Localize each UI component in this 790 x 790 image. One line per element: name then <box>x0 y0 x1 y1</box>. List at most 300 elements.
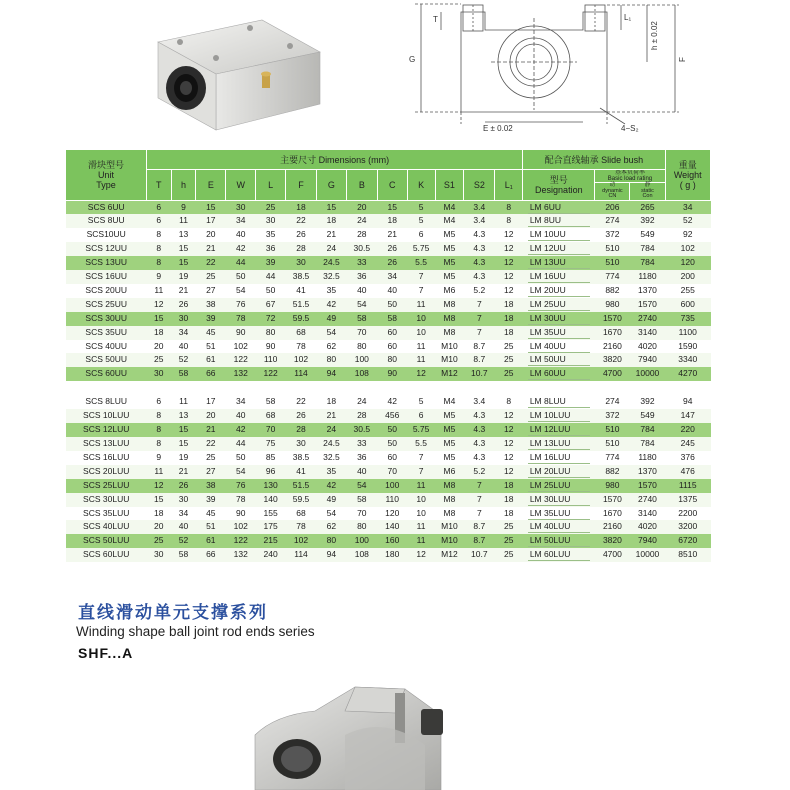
cell-value: 12 <box>495 423 523 437</box>
cell-value: 21 <box>377 228 407 242</box>
cell-value: 12 <box>495 284 523 298</box>
cell-value: 30.5 <box>346 423 377 437</box>
cell-unit-type: SCS10UU <box>66 228 146 242</box>
cell-value: M6 <box>435 465 464 479</box>
cell-value: 18 <box>495 493 523 507</box>
cell-value: 34 <box>665 200 711 214</box>
cell-value: 15 <box>171 423 196 437</box>
cell-value: 12 <box>495 256 523 270</box>
cell-designation-text: LM 40LUU <box>528 521 590 533</box>
cell-value: 19 <box>171 270 196 284</box>
header-load-sub <box>595 183 664 200</box>
cell-designation <box>523 340 595 354</box>
cell-value: 60 <box>377 451 407 465</box>
cell-value: 78 <box>286 520 317 534</box>
cell-value: 784 <box>630 256 665 270</box>
cell-value: 78 <box>226 493 256 507</box>
cell-value: 215 <box>256 534 286 548</box>
cell-value: 38.5 <box>286 451 317 465</box>
cell-value: 5.2 <box>464 284 495 298</box>
header-slide-bush: 配合直线轴承 Slide bush <box>523 150 665 170</box>
table-row <box>66 270 711 284</box>
header-col-8: C <box>377 170 407 201</box>
cell-value: 30 <box>171 493 196 507</box>
header-col-0: T <box>146 170 171 201</box>
cell-value: 8 <box>495 214 523 228</box>
cell-value: 10.7 <box>464 367 495 381</box>
cell-value: 3140 <box>630 326 665 340</box>
cell-value: 54 <box>346 298 377 312</box>
cell-value: 58 <box>377 312 407 326</box>
cell-unit-type: SCS 30UU <box>66 312 146 326</box>
table-row <box>66 284 711 298</box>
cell-value: 4020 <box>630 520 665 534</box>
cell-value: 102 <box>226 340 256 354</box>
cell-value: 8 <box>146 256 171 270</box>
table-row <box>66 200 711 214</box>
cell-value: 10000 <box>630 367 665 381</box>
cell-value: 44 <box>226 256 256 270</box>
cell-value: 50 <box>377 423 407 437</box>
cell-value: 24 <box>346 395 377 409</box>
cell-value: 8 <box>146 228 171 242</box>
label-l1: L₁ <box>624 13 632 22</box>
cell-value: 8 <box>146 242 171 256</box>
cell-value: 3.4 <box>464 214 495 228</box>
cell-value: 9 <box>146 451 171 465</box>
cell-designation-text: LM 13LUU <box>528 438 590 450</box>
cell-value: 42 <box>316 298 346 312</box>
cell-value: 11 <box>407 340 435 354</box>
cell-value: 61 <box>196 534 226 548</box>
cell-value: 274 <box>595 395 630 409</box>
cell-designation-text: LM 16UU <box>528 271 590 283</box>
cell-value: 50 <box>377 298 407 312</box>
cell-value: 132 <box>226 548 256 562</box>
cell-value: 42 <box>226 423 256 437</box>
cell-value: 68 <box>286 326 317 340</box>
header-weight: 重量 Weight ( g ) <box>665 150 711 200</box>
cell-value: 34 <box>171 507 196 521</box>
label-s2: 4−S₂ <box>621 124 639 133</box>
cell-value: 7 <box>407 465 435 479</box>
cell-designation-text: LM 25LUU <box>528 480 590 492</box>
cell-value: 26 <box>377 242 407 256</box>
cell-value: 10.7 <box>464 548 495 562</box>
cell-value: 784 <box>630 437 665 451</box>
cell-value: 11 <box>407 520 435 534</box>
cell-value: 76 <box>226 479 256 493</box>
cell-value: 206 <box>595 200 630 214</box>
table-row <box>66 298 711 312</box>
cell-value: 80 <box>316 353 346 367</box>
table-row <box>66 312 711 326</box>
cell-value: 54 <box>316 326 346 340</box>
cell-designation <box>523 214 595 228</box>
cell-value: 40 <box>346 465 377 479</box>
cell-value: 25 <box>196 451 226 465</box>
cell-value: 15 <box>171 437 196 451</box>
cell-designation <box>523 200 595 214</box>
cell-value: 90 <box>226 507 256 521</box>
cell-value: 140 <box>256 493 286 507</box>
cell-value: 100 <box>346 353 377 367</box>
cell-designation-text: LM 13UU <box>528 257 590 269</box>
cell-value: 2160 <box>595 340 630 354</box>
cell-value: M5 <box>435 437 464 451</box>
cell-designation-text: LM 12LUU <box>528 424 590 436</box>
cell-value: M10 <box>435 340 464 354</box>
header-col-1: h <box>171 170 196 201</box>
cell-value: 4.3 <box>464 256 495 270</box>
cell-value: 102 <box>665 242 711 256</box>
cell-designation-text: LM 25UU <box>528 299 590 311</box>
cell-value: 774 <box>595 270 630 284</box>
cell-value: 34 <box>226 214 256 228</box>
section-code: SHF...A <box>78 645 134 661</box>
cell-value: 9 <box>146 270 171 284</box>
cell-value: 13 <box>171 409 196 423</box>
cell-value: 34 <box>171 326 196 340</box>
cell-value: 476 <box>665 465 711 479</box>
cell-value: 96 <box>256 465 286 479</box>
cell-value: 245 <box>665 437 711 451</box>
cell-value: 6 <box>407 228 435 242</box>
cell-value: 5 <box>407 200 435 214</box>
cell-value: 38.5 <box>286 270 317 284</box>
cell-value: 50 <box>226 451 256 465</box>
cell-designation-text: LM 10LUU <box>528 410 590 422</box>
cell-value: 13 <box>171 228 196 242</box>
cell-value: 5.75 <box>407 242 435 256</box>
cell-designation <box>523 242 595 256</box>
cell-value: 15 <box>196 200 226 214</box>
cell-value: 456 <box>377 409 407 423</box>
cell-unit-type: SCS 8LUU <box>66 395 146 409</box>
cell-designation-text: LM 40UU <box>528 341 590 353</box>
cell-value: 76 <box>226 298 256 312</box>
cell-value: 11 <box>407 534 435 548</box>
cell-value: 30 <box>146 548 171 562</box>
cell-value: 17 <box>196 214 226 228</box>
cell-value: 25 <box>495 534 523 548</box>
cell-value: 12 <box>495 409 523 423</box>
header-dimensions: 主要尺寸 Dimensions (mm) <box>146 150 522 170</box>
cell-value: 9 <box>171 200 196 214</box>
cell-designation <box>523 493 595 507</box>
cell-designation <box>523 520 595 534</box>
table-row <box>66 493 711 507</box>
cell-value: 108 <box>346 548 377 562</box>
cell-value: 122 <box>256 367 286 381</box>
header-basic-load-label: 基本负荷率 Basic load rating <box>595 170 664 183</box>
cell-value: 18 <box>495 298 523 312</box>
cell-value: 80 <box>346 340 377 354</box>
cell-value: 28 <box>286 242 317 256</box>
cell-value: M5 <box>435 228 464 242</box>
cell-value: 80 <box>346 520 377 534</box>
cell-value: 11 <box>171 214 196 228</box>
cell-value: 510 <box>595 437 630 451</box>
cell-value: 52 <box>171 353 196 367</box>
cell-value: 12 <box>407 548 435 562</box>
cell-value: 70 <box>346 507 377 521</box>
cell-value: 20 <box>196 228 226 242</box>
cell-value: 1100 <box>665 326 711 340</box>
label-f: F <box>678 57 687 62</box>
cell-value: 1370 <box>630 284 665 298</box>
table-row <box>66 437 711 451</box>
cell-value: M5 <box>435 242 464 256</box>
cell-value: 39 <box>256 256 286 270</box>
cell-value: 35 <box>316 284 346 298</box>
cell-value: 7 <box>407 284 435 298</box>
cell-value: M8 <box>435 312 464 326</box>
cell-value: 3.4 <box>464 200 495 214</box>
cell-value: 1370 <box>630 465 665 479</box>
cell-value: 19 <box>171 451 196 465</box>
cell-value: 4.3 <box>464 437 495 451</box>
cell-value: 882 <box>595 284 630 298</box>
cell-value: 147 <box>665 409 711 423</box>
cell-value: 34 <box>377 270 407 284</box>
cell-value: 108 <box>346 367 377 381</box>
cell-designation <box>523 507 595 521</box>
cell-value: 376 <box>665 451 711 465</box>
cell-value: 4700 <box>595 367 630 381</box>
cell-designation-text: LM 10UU <box>528 229 590 241</box>
cell-value: 41 <box>286 465 317 479</box>
cell-value: 26 <box>171 479 196 493</box>
cell-value: 35 <box>316 465 346 479</box>
cell-value: 114 <box>286 367 317 381</box>
cell-value: 21 <box>196 242 226 256</box>
cell-value: 78 <box>286 340 317 354</box>
cell-value: 12 <box>495 451 523 465</box>
cell-value: 42 <box>316 479 346 493</box>
cell-value: 7 <box>464 298 495 312</box>
cell-value: 40 <box>171 520 196 534</box>
cell-value: 92 <box>665 228 711 242</box>
cell-value: 110 <box>377 493 407 507</box>
cell-value: 49 <box>316 493 346 507</box>
cell-value: 15 <box>171 256 196 270</box>
table-row <box>66 340 711 354</box>
cell-value: M8 <box>435 479 464 493</box>
cell-value: 15 <box>146 312 171 326</box>
cell-value: 51 <box>196 340 226 354</box>
cell-value: 6 <box>146 395 171 409</box>
cell-value: 24.5 <box>316 256 346 270</box>
cell-value: M10 <box>435 534 464 548</box>
cell-value: 4.3 <box>464 270 495 284</box>
cell-designation <box>523 423 595 437</box>
table-row <box>66 507 711 521</box>
cell-value: 110 <box>256 353 286 367</box>
cell-value: M4 <box>435 214 464 228</box>
table-row <box>66 367 711 381</box>
spec-table <box>66 150 711 562</box>
cell-value: 80 <box>316 534 346 548</box>
cell-unit-type: SCS 13UU <box>66 256 146 270</box>
cell-value: 40 <box>171 340 196 354</box>
cell-value: 18 <box>146 326 171 340</box>
cell-value: 25 <box>256 200 286 214</box>
cell-value: 12 <box>495 242 523 256</box>
cell-value: 54 <box>316 507 346 521</box>
cell-value: 58 <box>346 493 377 507</box>
cell-designation-text: LM 50LUU <box>528 535 590 547</box>
cell-value: 24.5 <box>316 437 346 451</box>
spacer-cell <box>66 381 711 395</box>
cell-value: 44 <box>226 437 256 451</box>
cell-value: 28 <box>346 409 377 423</box>
cell-value: 40 <box>346 284 377 298</box>
cell-designation-text: LM 12UU <box>528 243 590 255</box>
cell-value: 255 <box>665 284 711 298</box>
cell-designation-text: LM 30UU <box>528 313 590 325</box>
cell-value: 62 <box>316 520 346 534</box>
cell-designation <box>523 326 595 340</box>
cell-value: 5.2 <box>464 465 495 479</box>
cell-value: 94 <box>665 395 711 409</box>
cell-designation <box>523 395 595 409</box>
cell-value: 22 <box>286 395 317 409</box>
cell-value: 100 <box>377 479 407 493</box>
cell-value: 1590 <box>665 340 711 354</box>
cell-unit-type: SCS 13LUU <box>66 437 146 451</box>
cell-value: 11 <box>146 284 171 298</box>
cell-value: M5 <box>435 451 464 465</box>
cell-value: 66 <box>196 548 226 562</box>
cell-designation-text: LM 16LUU <box>528 452 590 464</box>
cell-value: 85 <box>256 451 286 465</box>
table-row <box>66 395 711 409</box>
cell-value: 18 <box>316 214 346 228</box>
cell-unit-type: SCS 6UU <box>66 200 146 214</box>
cell-value: 7 <box>464 312 495 326</box>
cell-value: 1180 <box>630 451 665 465</box>
cell-value: 54 <box>226 465 256 479</box>
cell-designation <box>523 437 595 451</box>
cell-value: M5 <box>435 423 464 437</box>
cell-value: 6 <box>146 214 171 228</box>
cell-value: 120 <box>377 507 407 521</box>
spec-table-wrapper <box>66 150 711 562</box>
cell-value: 12 <box>407 367 435 381</box>
cell-value: 54 <box>226 284 256 298</box>
cell-value: 735 <box>665 312 711 326</box>
cell-unit-type: SCS 12LUU <box>66 423 146 437</box>
cell-designation <box>523 298 595 312</box>
cell-value: 8 <box>146 437 171 451</box>
cell-designation <box>523 353 595 367</box>
cell-designation <box>523 409 595 423</box>
cell-value: 80 <box>256 326 286 340</box>
cell-unit-type: SCS 40UU <box>66 340 146 354</box>
cell-designation-text: LM 6UU <box>528 202 590 214</box>
cell-value: 27 <box>196 284 226 298</box>
cell-value: 2740 <box>630 493 665 507</box>
cell-unit-type: SCS 20LUU <box>66 465 146 479</box>
cell-value: 882 <box>595 465 630 479</box>
cell-designation <box>523 534 595 548</box>
header-dynamic: 动 dynamic CN <box>595 183 630 200</box>
cell-value: 30 <box>286 256 317 270</box>
cell-value: 7 <box>464 493 495 507</box>
cell-value: 8.7 <box>464 520 495 534</box>
cell-value: 12 <box>495 465 523 479</box>
cell-unit-type: SCS 16LUU <box>66 451 146 465</box>
cell-value: 220 <box>665 423 711 437</box>
cell-value: 20 <box>196 409 226 423</box>
cell-value: M12 <box>435 548 464 562</box>
cell-value: 51.5 <box>286 298 317 312</box>
cell-value: 22 <box>196 437 226 451</box>
cell-value: 11 <box>407 479 435 493</box>
cell-value: 774 <box>595 451 630 465</box>
cell-value: 1570 <box>630 298 665 312</box>
label-e: E ± 0.02 <box>483 124 513 133</box>
cell-value: 25 <box>495 520 523 534</box>
cell-value: 25 <box>146 353 171 367</box>
cell-value: 7 <box>407 451 435 465</box>
cell-designation <box>523 228 595 242</box>
dimension-drawing <box>395 0 695 142</box>
cell-value: 3340 <box>665 353 711 367</box>
cell-value: 12 <box>495 270 523 284</box>
cell-value: 4.3 <box>464 228 495 242</box>
label-h: h ± 0.02 <box>650 21 659 50</box>
cell-value: 26 <box>286 228 317 242</box>
cell-value: M8 <box>435 326 464 340</box>
cell-value: 26 <box>171 298 196 312</box>
cell-unit-type: SCS 50UU <box>66 353 146 367</box>
cell-value: 20 <box>146 520 171 534</box>
cell-value: 1375 <box>665 493 711 507</box>
cell-value: 10000 <box>630 548 665 562</box>
cell-value: 510 <box>595 423 630 437</box>
cell-value: 24 <box>316 242 346 256</box>
cell-value: 51 <box>196 520 226 534</box>
cell-value: 102 <box>286 534 317 548</box>
cell-value: 52 <box>171 534 196 548</box>
cell-value: 30 <box>171 312 196 326</box>
cell-value: 132 <box>226 367 256 381</box>
cell-value: 25 <box>495 367 523 381</box>
cell-value: 122 <box>226 353 256 367</box>
cell-value: 21 <box>316 228 346 242</box>
table-body <box>66 200 711 562</box>
cell-value: 75 <box>256 437 286 451</box>
table-row <box>66 465 711 479</box>
cell-value: 155 <box>256 507 286 521</box>
cell-value: 1670 <box>595 507 630 521</box>
cell-designation <box>523 479 595 493</box>
cell-value: 6720 <box>665 534 711 548</box>
cell-value: 130 <box>256 479 286 493</box>
cell-value: 42 <box>226 242 256 256</box>
cell-value: 15 <box>171 242 196 256</box>
cell-value: 392 <box>630 214 665 228</box>
cell-designation <box>523 312 595 326</box>
cell-value: 4.3 <box>464 242 495 256</box>
cell-designation <box>523 451 595 465</box>
cell-value: 20 <box>346 200 377 214</box>
cell-unit-type: SCS 60UU <box>66 367 146 381</box>
cell-value: 10 <box>407 312 435 326</box>
section-title-cn: 直线滑动单元支撑系列 <box>78 603 268 622</box>
